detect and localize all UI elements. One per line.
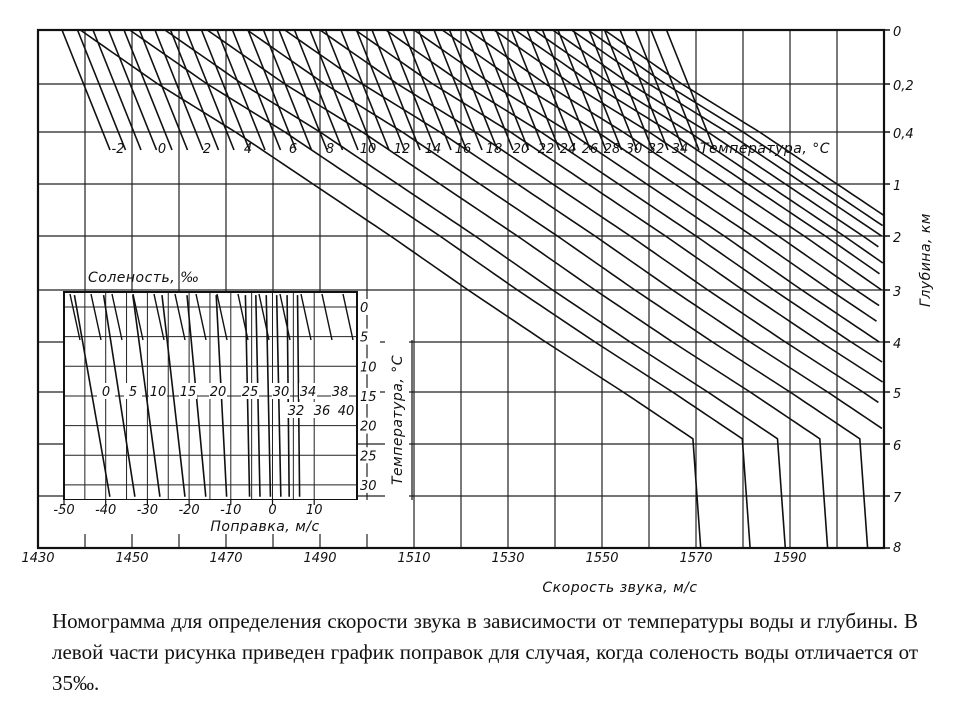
salinity-label: 5 [128,385,138,400]
correction-axis-title: Поправка, м/с [210,519,320,535]
salinity-label: 30 [272,385,290,400]
correction-tick-label: 10 [305,503,323,518]
depth-tick-label: 0,2 [893,79,914,94]
inset-temp-tick-label: 10 [360,360,377,376]
temperature-label: 10 [359,142,377,157]
temperature-label: 6 [288,142,298,157]
salinity-label: 34 [299,385,317,400]
inset-temp-tick-label: 5 [360,330,369,346]
temperature-label: 0 [157,142,167,157]
temperature-label: 12 [393,142,411,157]
speed-tick-label: 1490 [303,551,337,566]
temperature-label: 34 [671,142,689,157]
salinity-label: 36 [313,404,331,419]
correction-tick-label: -40 [95,503,117,518]
temperature-label: 32 [647,142,665,157]
salinity-label: 10 [149,385,167,400]
depth-tick-label: 4 [893,337,902,352]
correction-tick-label: -30 [136,503,159,518]
depth-tick-label: 0,4 [893,127,914,142]
speed-tick-label: 1470 [209,551,243,566]
temperature-label: 22 [537,142,555,157]
depth-tick-label: 8 [893,541,902,556]
salinity-label: 40 [337,404,355,419]
temperature-label: 18 [485,142,503,157]
speed-tick-label: 1450 [115,551,149,566]
temperature-label: 28 [603,142,621,157]
temperature-label: 30 [625,142,643,157]
inset-temp-tick-label: 0 [360,301,369,316]
salinity-label: 20 [209,385,227,400]
salinity-correction-inset [40,270,412,535]
inset-temp-tick-label: 25 [360,449,377,465]
temperature-label: 8 [325,142,335,157]
correction-tick-label: -50 [53,503,75,518]
depth-tick-label: 6 [893,439,902,454]
speed-tick-label: 1590 [773,551,807,566]
temperature-label: 16 [454,142,472,157]
salinity-axis-title: Соленость, ‰ [88,270,200,286]
speed-tick-label: 1530 [491,551,525,566]
salinity-label: 0 [101,385,111,400]
inset-temperature-axis-title: Температура, °С [390,354,406,486]
temperature-label: 4 [243,142,253,157]
temperature-label: 24 [559,142,577,157]
inset-temp-tick-label: 15 [360,389,377,405]
speed-tick-label: 1510 [397,551,431,566]
speed-tick-label: 1430 [21,551,55,566]
speed-tick-label: 1550 [585,551,619,566]
salinity-label: 38 [331,385,349,400]
depth-tick-label: 2 [893,231,902,246]
temperature-label: -2 [111,142,125,157]
depth-tick-label: 3 [893,285,902,300]
salinity-label: 15 [179,385,197,400]
speed-tick-label: 1570 [679,551,713,566]
temperature-axis-title: Температура, °С [700,141,831,157]
correction-tick-label: 0 [268,503,277,518]
salinity-label: 32 [287,404,305,419]
inset-temp-tick-label: 20 [360,419,377,435]
correction-tick-label: -20 [178,503,200,518]
temperature-label: 14 [424,142,442,157]
depth-tick-label: 7 [893,491,902,506]
depth-axis-title: Глубина, км [918,213,934,307]
temperature-label: 26 [581,142,599,157]
inset-temp-tick-label: 30 [360,478,377,494]
temperature-label: 20 [512,142,530,157]
figure-caption: Номограмма для определения скорости звука в зависимости от температуры воды и глубины. В левой части рисунка приведен график поправок для случая, когда соленость воды отличается от 35‰. [52,609,918,695]
speed-axis-title: Скорость звука, м/с [542,580,698,596]
depth-tick-label: 0 [893,25,902,40]
salinity-label: 25 [241,385,259,400]
depth-tick-label: 1 [893,179,902,194]
depth-tick-label: 5 [893,387,902,402]
correction-tick-label: -10 [220,503,242,518]
temperature-label: 2 [202,142,212,157]
